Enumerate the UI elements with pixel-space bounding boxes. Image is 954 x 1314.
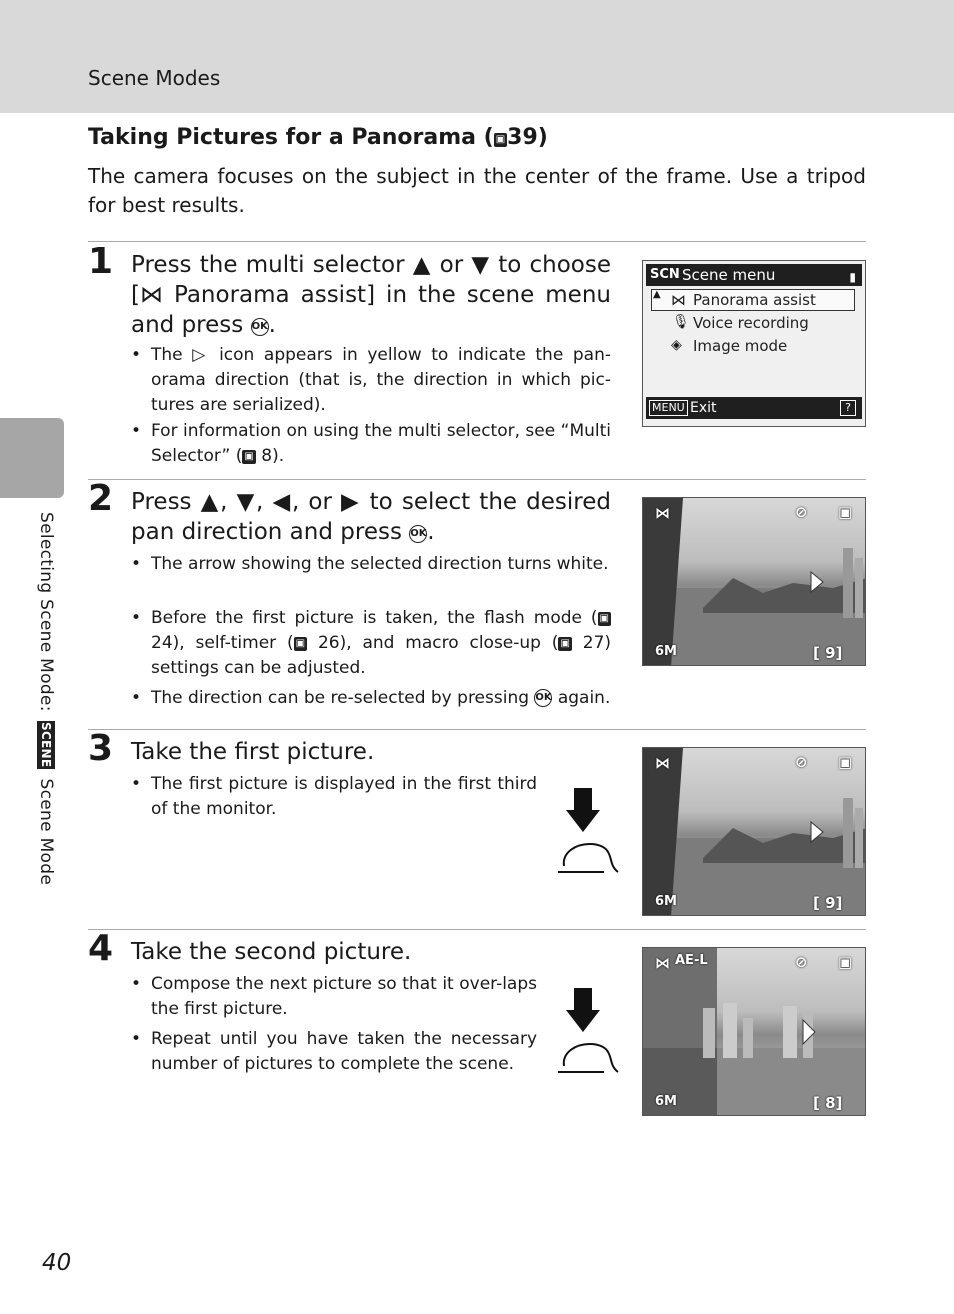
scroll-up-icon: ▲ <box>653 289 661 300</box>
image-size-icon: 6M <box>655 1094 677 1109</box>
page-header-band <box>0 0 954 113</box>
menu-key-icon: MENU <box>649 400 688 416</box>
image-size-icon: 6M <box>655 894 677 909</box>
camera-monitor-screen <box>642 747 866 916</box>
list-item: • The ▷ icon appears in yellow to indicate the pan-orama direction (that is, the direction in which pic-tures are serialized). <box>131 345 611 415</box>
divider <box>88 241 866 242</box>
flash-off-icon: ⊘ <box>795 753 808 771</box>
step-number: 4 <box>88 928 114 969</box>
shutter-press-icon <box>554 786 624 878</box>
internal-memory-icon: ▣ <box>838 953 853 971</box>
image-mode-icon: ◈ <box>671 337 682 353</box>
list-item: • The direction can be re-selected by pressing OK again. <box>131 688 611 708</box>
section-title: Scene Modes <box>88 66 221 90</box>
book-icon: ▣ <box>244 451 254 462</box>
internal-memory-icon: ▣ <box>838 753 853 771</box>
exposures-remaining: [ 9] <box>813 644 843 662</box>
divider <box>88 929 866 930</box>
scene-menu-screen <box>642 260 866 427</box>
side-chapter-label <box>36 512 56 885</box>
internal-memory-icon: ▣ <box>838 503 853 521</box>
book-icon: ▣ <box>295 638 306 649</box>
exposures-remaining: [ 8] <box>813 1094 843 1112</box>
panorama-icon: ⋈ <box>655 954 670 972</box>
step-heading: Take the first picture. <box>131 739 375 765</box>
divider <box>88 729 866 730</box>
step-number: 3 <box>88 728 114 769</box>
panorama-icon: ⋈ <box>655 754 670 772</box>
ae-lock-icon: AE-L <box>675 953 708 968</box>
panorama-scene-image <box>643 948 866 1116</box>
step-number: 1 <box>88 241 114 282</box>
exposures-remaining: [ 9] <box>813 894 843 912</box>
scn-icon: SCN <box>650 267 680 282</box>
ok-button-icon: OK <box>251 318 269 336</box>
page-number: 40 <box>42 1250 72 1276</box>
list-item: • The first picture is displayed in the first third of the monitor. <box>131 774 537 819</box>
list-item: • Repeat until you have taken the necessary number of pictures to complete the scene. <box>131 1029 537 1074</box>
list-item: • The arrow showing the selected direction turns white. <box>131 554 609 574</box>
scene-badge-icon: SCENE <box>39 722 53 768</box>
menu-footer-bar: MENU Exit ? <box>646 397 862 419</box>
microphone-icon: 🎙 <box>672 314 690 330</box>
book-icon: ▣ <box>599 613 609 624</box>
menu-title-bar: SCN Scene menu ▮ <box>646 264 862 286</box>
chapter-thumb-tab <box>0 418 64 498</box>
list-item: • Compose the next picture so that it over-laps the first picture. <box>131 974 537 1019</box>
panorama-scene-image <box>643 498 866 666</box>
camera-monitor-screen <box>642 947 866 1116</box>
panorama-icon: ⋈ <box>655 504 670 522</box>
subsection-title: Taking Pictures for a Panorama ( ▣39) <box>88 125 548 150</box>
camera-monitor-screen <box>642 497 866 666</box>
menu-item-panorama-assist[interactable]: Panorama assist <box>693 291 816 309</box>
list-item: • For information on using the multi selector, see “Multi Selector” ( ▣ 8). <box>131 421 611 466</box>
side-label-before: Selecting Scene Mode: <box>36 512 56 712</box>
panorama-icon: ⋈ <box>671 291 686 309</box>
menu-item-image-mode[interactable]: Image mode <box>693 337 788 355</box>
book-icon: ▣ <box>560 638 570 649</box>
panorama-icon: ⋈ <box>139 282 163 308</box>
list-item: • Before the first picture is taken, the flash mode ( ▣ 24), self-timer ( ▣ 26), and macro close-up ( ▣ 27) settings can be adjusted. <box>131 608 612 678</box>
step-heading: Take the second picture. <box>131 939 412 965</box>
step-number: 2 <box>88 478 114 519</box>
ok-button-icon: OK <box>534 689 552 707</box>
divider <box>88 479 866 480</box>
panorama-scene-image <box>643 748 866 916</box>
scrollbar-icon: ▮ <box>849 270 856 284</box>
ok-button-icon: OK <box>409 525 427 543</box>
intro-paragraph: The camera focuses on the subject in the center of the frame. Use a tripod for best results. <box>88 164 866 217</box>
flash-off-icon: ⊘ <box>795 503 808 521</box>
image-size-icon: 6M <box>655 644 677 659</box>
step-heading: Press the multi selector ▲ or ▼ to choose [⋈ Panorama assist] in the scene menu and press OK. <box>131 252 611 338</box>
menu-item-voice-recording[interactable]: Voice recording <box>693 314 809 332</box>
book-icon: ▣ <box>495 134 506 145</box>
step-heading: Press ▲, ▼, ◀, or ▶ to select the desired pan direction and press OK. <box>131 489 611 545</box>
help-icon: ? <box>840 400 856 416</box>
flash-off-icon: ⊘ <box>795 953 808 971</box>
shutter-press-icon <box>554 986 624 1078</box>
side-label-after: Scene Mode <box>36 778 56 886</box>
